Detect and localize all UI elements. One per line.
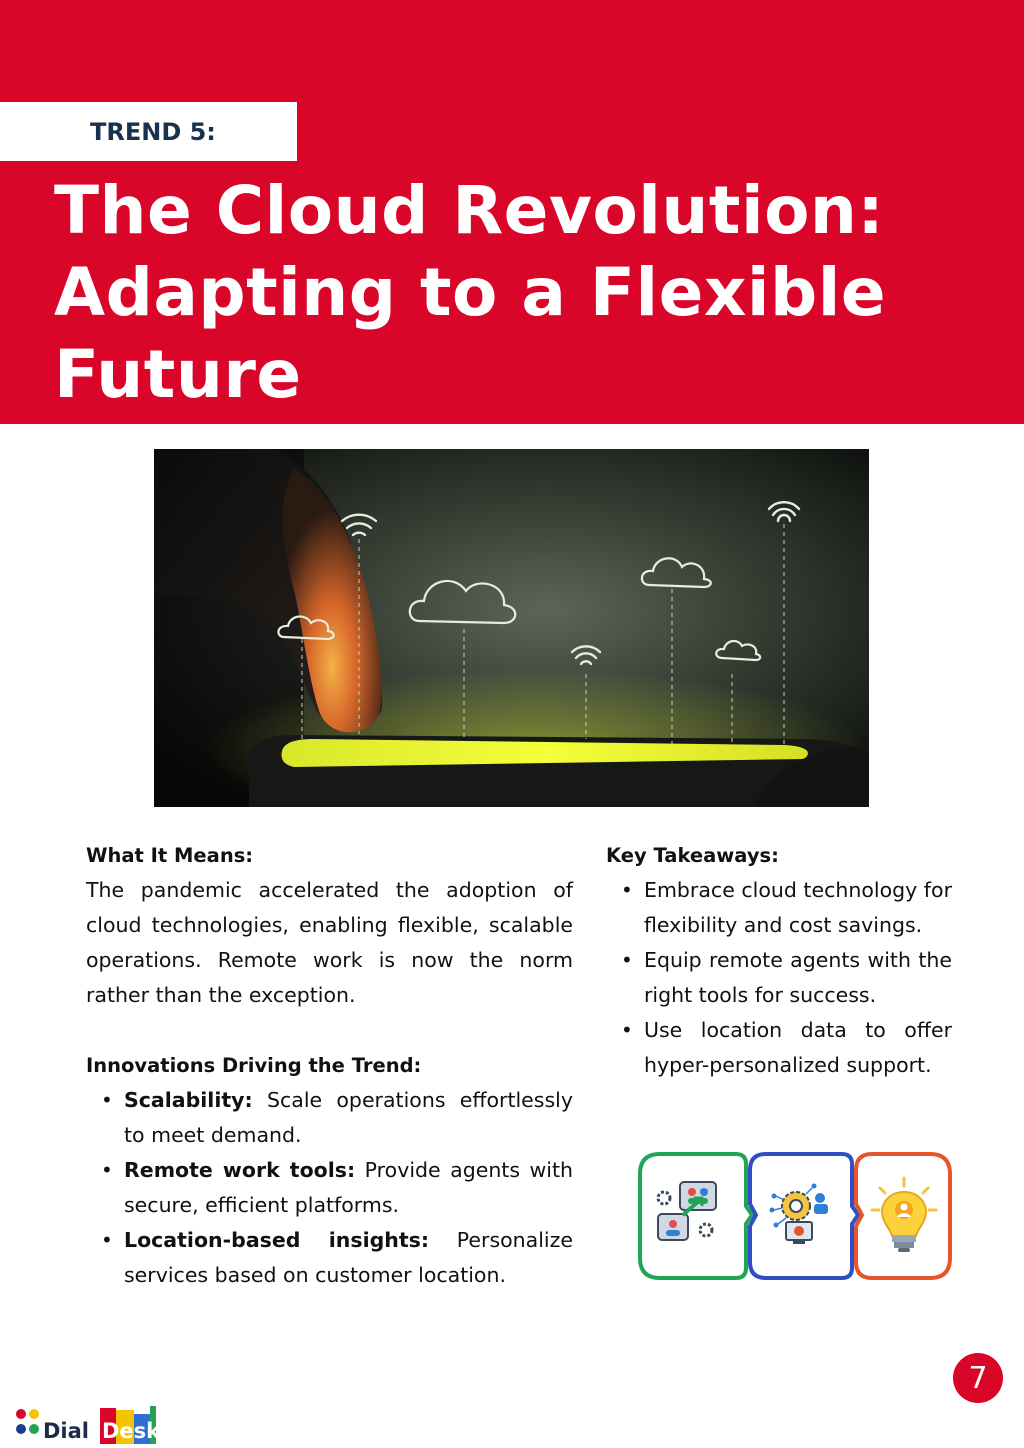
svg-text:Desk: Desk [102, 1419, 161, 1443]
what-it-means-heading: What It Means: [86, 844, 254, 867]
innovations-list [86, 1083, 573, 1293]
dialdesk-logo-mark [16, 1402, 166, 1446]
item-lead: Remote work tools: [124, 1158, 356, 1182]
item-text: Provide agents with secure, efficient platforms. [124, 1158, 573, 1217]
trend-label: TREND 5: [90, 117, 216, 146]
page-title [54, 170, 974, 416]
takeaways-list [606, 873, 952, 1083]
what-it-means-text: The pandemic accelerated the adoption of cloud technologies, enabling flexible, scalable operations. Remote work is now the norm rather than the exception. [86, 878, 573, 1007]
idea-bulb-icon [872, 1178, 936, 1252]
page-number-badge: 7 [953, 1353, 1003, 1403]
list-item: • Embrace cloud technology for flexibility and cost savings. [606, 873, 952, 943]
item-lead: Scalability: [124, 1088, 253, 1112]
process-flow-svg [636, 1148, 954, 1282]
team-collaboration-icon [658, 1182, 716, 1240]
tech-settings-icon [770, 1184, 829, 1245]
right-column [606, 838, 952, 1083]
trend-label-box [0, 102, 297, 161]
innovations-heading: Innovations Driving the Trend: [86, 1054, 422, 1077]
cloud-phone-illustration [154, 449, 869, 807]
title-line: The Cloud Revolution: [54, 172, 885, 249]
item-lead: Location-based insights: [124, 1228, 430, 1252]
flow-box-green [640, 1154, 752, 1278]
list-item [86, 1153, 573, 1223]
title-line: Adapting to a Flexible [54, 254, 887, 331]
list-item [86, 1223, 573, 1293]
left-column [86, 838, 573, 1293]
item-text: Personalize services based on customer location. [124, 1228, 573, 1287]
svg-text:Dial: Dial [43, 1419, 89, 1443]
item-text: Scale operations effortlessly to meet demand. [124, 1088, 573, 1147]
list-item [86, 1083, 573, 1153]
dialdesk-logo [16, 1402, 166, 1446]
title-line: Future [54, 336, 302, 413]
cloud-phone-photo [154, 449, 869, 807]
process-flow-graphic [636, 1148, 954, 1282]
spacer [86, 1013, 573, 1048]
list-item: • Equip remote agents with the right tools for success. [606, 943, 952, 1013]
list-item: • Use location data to offer hyper-personalized support. [606, 1013, 952, 1083]
key-takeaways-heading: Key Takeaways: [606, 844, 779, 867]
